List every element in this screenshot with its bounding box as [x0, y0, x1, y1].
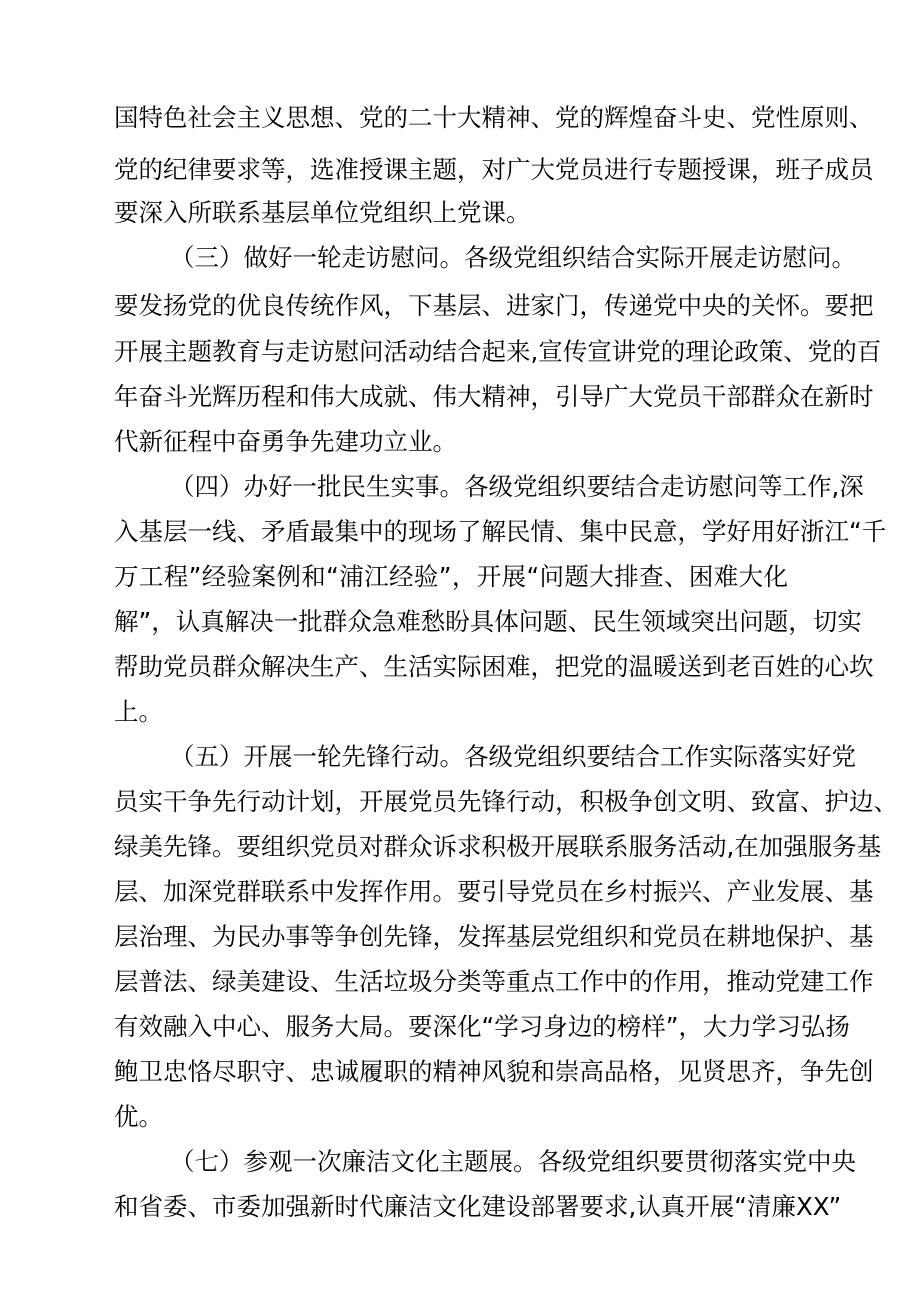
paragraph-2-line-4: 年奋斗光辉历程和伟大成就、伟大精神，引导广大党员干部群众在新时 [114, 382, 874, 411]
text-line [0, 827, 920, 867]
text-line [0, 782, 920, 822]
paragraph-3-line-5: 帮助党员群众解决生产、生活实际困难，把党的温暖送到老百姓的心坎 [114, 652, 874, 681]
text-line [0, 377, 920, 417]
paragraph-5-line-2: 和省委、市委加强新时代廉洁文化建设部署要求,认真开展“清廉XX” [114, 1192, 842, 1221]
text-line [0, 286, 920, 326]
paragraph-3-line-6: 上。 [114, 697, 163, 726]
text-line [0, 193, 920, 233]
text-line [0, 737, 920, 777]
paragraph-4-line-6: 层普法、绿美建设、生活垃圾分类等重点工作中的作用，推动党建工作 [114, 967, 874, 996]
text-line [0, 150, 920, 190]
text-line [0, 1187, 920, 1227]
paragraph-4-line-5: 层治理、为民办事等争创先锋，发挥基层党组织和党员在耕地保护、基 [114, 922, 874, 951]
paragraph-1-line-1: 国特色社会主义思想、党的二十大精神、党的辉煌奋斗史、党性原则、 [114, 103, 874, 132]
paragraph-2-line-2: 要发扬党的优良传统作风，下基层、进家门，传递党中央的关怀。要把 [114, 291, 874, 320]
text-line [0, 692, 920, 732]
text-line [0, 422, 920, 462]
text-line [0, 962, 920, 1002]
text-line [0, 1142, 920, 1182]
paragraph-3-line-1: （四）办好一批民生实事。各级党组织要结合走访慰问等工作,深 [170, 472, 864, 501]
paragraph-4-line-7: 有效融入中心、服务大局。要深化“学习身边的榜样”，大力学习弘扬 [114, 1012, 850, 1041]
text-line [0, 238, 920, 278]
paragraph-5-line-1: （七）参观一次廉洁文化主题展。各级党组织要贯彻落实党中央 [170, 1147, 856, 1176]
text-line [0, 1007, 920, 1047]
paragraph-2-line-3: 开展主题教育与走访慰问活动结合起来,宣传宣讲党的理论政策、党的百 [114, 337, 882, 366]
text-line [0, 512, 920, 552]
paragraph-2-line-1: （三）做好一轮走访慰问。各级党组织结合实际开展走访慰问。 [170, 243, 856, 272]
text-line [0, 557, 920, 597]
text-line [0, 332, 920, 372]
text-line [0, 98, 920, 138]
paragraph-4-line-9: 优。 [114, 1102, 163, 1131]
text-line [0, 467, 920, 507]
paragraph-1-line-2: 党的纪律要求等，选准授课主题，对广大党员进行专题授课，班子成员 [114, 155, 874, 184]
text-line [0, 917, 920, 957]
text-line [0, 872, 920, 912]
paragraph-4-line-8: 鲍卫忠恪尽职守、忠诚履职的精神风貌和崇高品格，见贤思齐，争先创 [114, 1057, 874, 1086]
paragraph-1-line-3: 要深入所联系基层单位党组织上党课。 [114, 198, 531, 227]
paragraph-3-line-4: 解”，认真解决一批群众急难愁盼具体问题、民生领域突出问题，切实 [114, 607, 862, 636]
text-line [0, 647, 920, 687]
paragraph-2-line-5: 代新征程中奋勇争先建功立业。 [114, 427, 457, 456]
paragraph-4-line-2: 员实干争先行动计划，开展党员先锋行动，积极争创文明、致富、护边、 [114, 787, 898, 816]
paragraph-4-line-1: （五）开展一轮先锋行动。各级党组织要结合工作实际落实好党 [170, 742, 856, 771]
text-line [0, 602, 920, 642]
paragraph-4-line-3: 绿美先锋。要组织党员对群众诉求积极开展联系服务活动,在加强服务基 [114, 832, 882, 861]
paragraph-3-line-2: 入基层一线、矛盾最集中的现场了解民情、集中民意，学好用好浙江“千 [114, 517, 887, 546]
paragraph-3-line-3: 万工程”经验案例和“浦江经验”，开展“问题大排查、困难大化 [114, 562, 788, 591]
paragraph-4-line-4: 层、加深党群联系中发挥作用。要引导党员在乡村振兴、产业发展、基 [114, 877, 874, 906]
text-line [0, 1052, 920, 1092]
text-line [0, 1097, 920, 1137]
